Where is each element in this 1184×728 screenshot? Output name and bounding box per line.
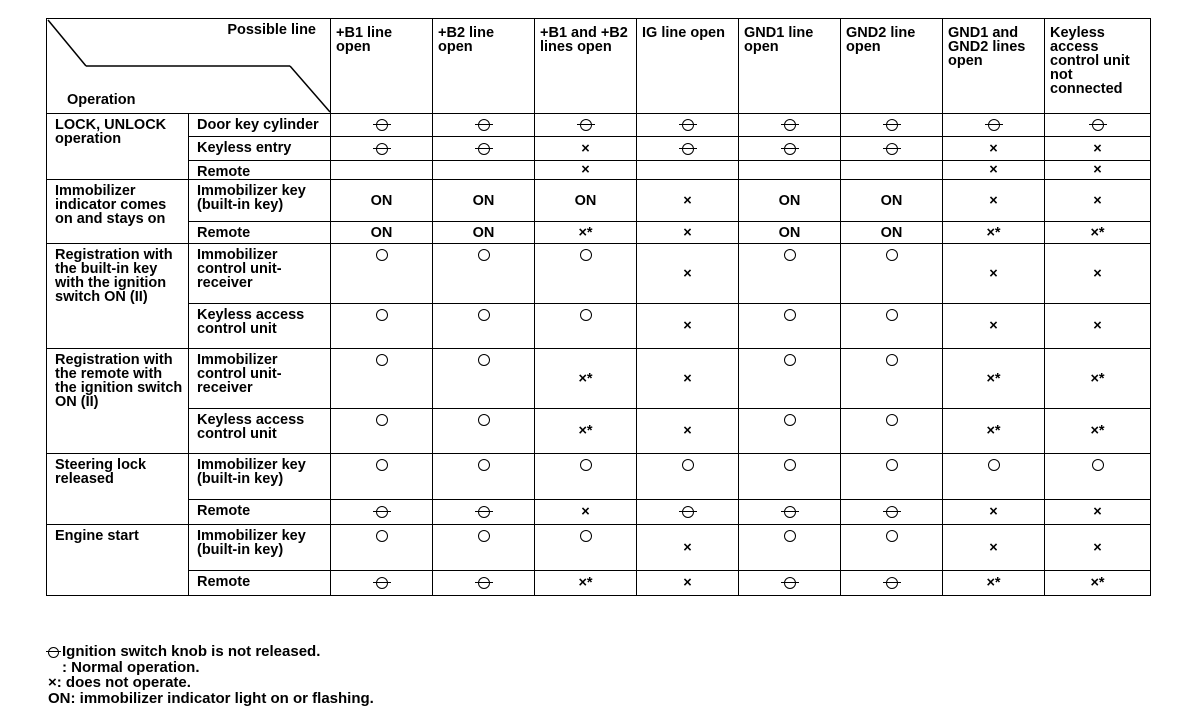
result-cell — [433, 500, 535, 525]
circle-icon — [580, 459, 592, 471]
sub-operation-label: Keyless access control unit — [189, 409, 331, 454]
result-cell — [535, 525, 637, 571]
circle-with-bar-icon — [682, 143, 694, 155]
result-cell — [841, 500, 943, 525]
circle-icon — [580, 309, 592, 321]
table-row — [47, 304, 1151, 349]
legend — [48, 644, 374, 706]
circle-with-bar-icon — [784, 143, 796, 155]
circle-with-bar-icon — [784, 577, 796, 589]
operation-group-label: Registration with the remote with the ignition switch ON (II) — [47, 349, 189, 454]
result-cell — [841, 304, 943, 349]
header-row — [47, 19, 1151, 114]
circle-with-bar-icon — [682, 506, 694, 518]
circle-with-bar-icon — [682, 119, 694, 131]
result-cell — [331, 349, 433, 409]
result-cell — [1045, 454, 1151, 500]
circle-with-bar-icon — [886, 506, 898, 518]
circle-with-bar-icon — [478, 143, 490, 155]
result-cell — [331, 409, 433, 454]
result-cell — [1045, 161, 1151, 180]
result-cell — [739, 244, 841, 304]
result-symbol: × — [581, 140, 590, 157]
col-header: Keyless access control unit not connected — [1045, 19, 1151, 114]
circle-icon — [784, 354, 796, 366]
circle-with-bar-icon — [784, 506, 796, 518]
circle-icon — [478, 249, 490, 261]
sub-operation-label: Remote — [189, 500, 331, 525]
table-row — [47, 180, 1151, 222]
result-cell — [841, 161, 943, 180]
circle-with-bar-icon — [988, 119, 1000, 131]
operation-group-label: Steering lock released — [47, 454, 189, 525]
operation-group-label: LOCK, UNLOCK operation — [47, 114, 189, 180]
result-cell — [841, 222, 943, 244]
result-cell — [535, 349, 637, 409]
legend-line-on: ON: immobilizer indicator light on or flashing. — [48, 689, 374, 707]
result-cell — [1045, 571, 1151, 596]
result-cell — [943, 409, 1045, 454]
result-cell — [433, 114, 535, 137]
result-symbol: ×* — [1090, 370, 1105, 387]
result-cell — [637, 571, 739, 596]
result-cell — [943, 180, 1045, 222]
result-cell — [1045, 349, 1151, 409]
circle-icon — [886, 354, 898, 366]
result-cell — [637, 525, 739, 571]
operation-group-label: Registration with the built-in key with the ignition switch ON (II) — [47, 244, 189, 349]
result-symbol: ×* — [1090, 224, 1105, 241]
table-row — [47, 571, 1151, 596]
result-value: ON — [574, 192, 597, 209]
result-symbol: × — [683, 575, 692, 591]
table-row — [47, 525, 1151, 571]
col-header: GND2 line open — [841, 19, 943, 114]
operation-group-label: Engine start — [47, 525, 189, 596]
result-cell — [1045, 244, 1151, 304]
table-row — [47, 454, 1151, 500]
circle-with-bar-icon — [48, 647, 59, 658]
result-cell — [739, 500, 841, 525]
circle-icon — [478, 309, 490, 321]
sub-operation-label: Immobilizer key (built-in key) — [189, 525, 331, 571]
circle-icon — [784, 459, 796, 471]
result-cell — [739, 571, 841, 596]
result-cell — [433, 244, 535, 304]
result-symbol: × — [989, 192, 998, 209]
result-cell — [739, 114, 841, 137]
result-value: ON — [370, 224, 393, 241]
result-cell — [331, 114, 433, 137]
result-cell — [331, 500, 433, 525]
result-value: ON — [778, 192, 801, 209]
circle-with-bar-icon — [376, 143, 388, 155]
result-symbol: × — [683, 265, 692, 282]
result-symbol: ×* — [578, 575, 593, 591]
result-cell — [637, 454, 739, 500]
result-cell — [739, 349, 841, 409]
sub-operation-label: Door key cylinder — [189, 114, 331, 137]
result-value: ON — [472, 192, 495, 209]
circle-icon — [886, 249, 898, 261]
result-cell — [433, 222, 535, 244]
circle-with-bar-icon — [886, 143, 898, 155]
circle-icon — [886, 309, 898, 321]
result-symbol: × — [683, 423, 692, 439]
circle-icon — [886, 459, 898, 471]
col-header: IG line open — [637, 19, 739, 114]
result-cell — [535, 500, 637, 525]
result-symbol: ×* — [578, 423, 593, 439]
result-symbol: × — [989, 504, 998, 520]
result-cell — [1045, 180, 1151, 222]
legend-line-normal: : Normal operation. — [62, 658, 200, 676]
result-cell — [739, 525, 841, 571]
result-symbol: × — [683, 539, 692, 556]
result-cell — [943, 304, 1045, 349]
result-cell — [943, 161, 1045, 180]
sub-operation-label: Keyless entry — [189, 137, 331, 161]
result-symbol: × — [683, 192, 692, 209]
result-cell — [535, 304, 637, 349]
result-value: ON — [370, 192, 393, 209]
result-cell — [535, 244, 637, 304]
result-symbol: ×* — [1090, 423, 1105, 439]
result-cell — [535, 137, 637, 161]
circle-icon — [478, 459, 490, 471]
result-cell — [331, 454, 433, 500]
result-cell — [331, 571, 433, 596]
result-cell — [1045, 500, 1151, 525]
circle-with-bar-icon — [376, 119, 388, 131]
col-header: +B1 line open — [331, 19, 433, 114]
circle-icon — [784, 414, 796, 426]
result-cell — [331, 180, 433, 222]
result-cell — [841, 525, 943, 571]
sub-operation-label: Immobilizer control unit-receiver — [189, 349, 331, 409]
result-cell — [1045, 114, 1151, 137]
circle-icon — [580, 249, 592, 261]
result-cell — [331, 222, 433, 244]
result-symbol: × — [581, 162, 590, 178]
result-cell — [943, 500, 1045, 525]
circle-with-bar-icon — [886, 119, 898, 131]
result-symbol: × — [1093, 192, 1102, 209]
table-row — [47, 500, 1151, 525]
sub-operation-label: Remote — [189, 222, 331, 244]
result-symbol: × — [989, 162, 998, 178]
result-symbol: × — [989, 140, 998, 157]
result-symbol: ×* — [1090, 575, 1105, 591]
result-cell — [433, 161, 535, 180]
result-symbol: × — [989, 539, 998, 556]
table-row — [47, 114, 1151, 137]
circle-icon — [886, 530, 898, 542]
result-cell — [1045, 409, 1151, 454]
result-cell — [331, 304, 433, 349]
result-cell — [637, 304, 739, 349]
result-cell — [943, 114, 1045, 137]
result-cell — [637, 349, 739, 409]
result-value: ON — [778, 224, 801, 241]
result-cell — [1045, 304, 1151, 349]
col-header: +B1 and +B2 lines open — [535, 19, 637, 114]
result-cell — [739, 222, 841, 244]
sub-operation-label: Immobilizer key (built-in key) — [189, 454, 331, 500]
result-cell — [433, 454, 535, 500]
result-cell — [433, 525, 535, 571]
circle-icon — [478, 530, 490, 542]
result-cell — [433, 304, 535, 349]
result-symbol: × — [989, 318, 998, 334]
circle-with-bar-icon — [478, 577, 490, 589]
result-symbol: × — [1093, 539, 1102, 556]
result-cell — [331, 161, 433, 180]
result-symbol: × — [581, 504, 590, 520]
result-cell — [637, 500, 739, 525]
result-cell — [739, 304, 841, 349]
result-cell — [1045, 222, 1151, 244]
circle-icon — [784, 249, 796, 261]
result-symbol: × — [683, 370, 692, 387]
circle-icon — [376, 530, 388, 542]
table-row — [47, 137, 1151, 161]
circle-icon — [988, 459, 1000, 471]
result-cell — [535, 222, 637, 244]
circle-with-bar-icon — [886, 577, 898, 589]
result-cell — [637, 244, 739, 304]
result-cell — [841, 349, 943, 409]
operation-group-label: Immobilizer indicator comes on and stays on — [47, 180, 189, 244]
result-cell — [943, 244, 1045, 304]
circle-icon — [478, 354, 490, 366]
result-cell — [943, 222, 1045, 244]
result-cell — [841, 571, 943, 596]
circle-icon — [682, 459, 694, 471]
sub-operation-label: Immobilizer key (built-in key) — [189, 180, 331, 222]
circle-icon — [784, 530, 796, 542]
sub-operation-label: Keyless access control unit — [189, 304, 331, 349]
result-cell — [739, 409, 841, 454]
col-header: GND1 and GND2 lines open — [943, 19, 1045, 114]
result-cell — [1045, 525, 1151, 571]
result-symbol: × — [1093, 504, 1102, 520]
table-row — [47, 244, 1151, 304]
result-symbol: × — [1093, 318, 1102, 334]
result-cell — [1045, 137, 1151, 161]
operation-matrix-table — [46, 18, 1151, 596]
result-cell — [841, 180, 943, 222]
circle-with-bar-icon — [1092, 119, 1104, 131]
result-symbol: ×* — [986, 423, 1001, 439]
result-cell — [943, 525, 1045, 571]
circle-icon — [376, 249, 388, 261]
circle-with-bar-icon — [376, 577, 388, 589]
result-cell — [841, 409, 943, 454]
circle-icon — [376, 354, 388, 366]
col-header: GND1 line open — [739, 19, 841, 114]
circle-icon — [376, 459, 388, 471]
result-cell — [841, 244, 943, 304]
operation-label: Operation — [67, 92, 136, 108]
result-value: ON — [472, 224, 495, 241]
possible-line-label: Possible line — [227, 22, 316, 38]
result-symbol: × — [1093, 265, 1102, 282]
circle-icon — [886, 414, 898, 426]
result-cell — [331, 244, 433, 304]
circle-icon — [376, 309, 388, 321]
circle-with-bar-icon — [478, 506, 490, 518]
result-cell — [739, 137, 841, 161]
result-cell — [841, 137, 943, 161]
circle-icon — [580, 530, 592, 542]
result-symbol: × — [683, 224, 692, 241]
result-cell — [331, 137, 433, 161]
result-cell — [433, 180, 535, 222]
result-cell — [535, 180, 637, 222]
corner-header-cell — [47, 19, 331, 114]
circle-with-bar-icon — [784, 119, 796, 131]
result-cell — [433, 409, 535, 454]
result-value: ON — [880, 224, 903, 241]
result-cell — [331, 525, 433, 571]
sub-operation-label: Immobilizer control unit-receiver — [189, 244, 331, 304]
result-cell — [637, 222, 739, 244]
result-cell — [637, 137, 739, 161]
result-cell — [535, 161, 637, 180]
table-row — [47, 409, 1151, 454]
result-cell — [637, 180, 739, 222]
circle-icon — [1092, 459, 1104, 471]
result-cell — [739, 161, 841, 180]
result-cell — [739, 180, 841, 222]
result-symbol: × — [1093, 162, 1102, 178]
result-cell — [739, 454, 841, 500]
result-cell — [841, 114, 943, 137]
sub-operation-label: Remote — [189, 571, 331, 596]
circle-with-bar-icon — [376, 506, 388, 518]
result-cell — [433, 571, 535, 596]
result-cell — [637, 409, 739, 454]
result-symbol: × — [1093, 140, 1102, 157]
result-cell — [535, 409, 637, 454]
legend-line-knob: Ignition switch knob is not released. — [48, 644, 374, 660]
result-value: ON — [880, 192, 903, 209]
circle-with-bar-icon — [478, 119, 490, 131]
result-cell — [535, 114, 637, 137]
circle-icon — [784, 309, 796, 321]
result-cell — [943, 137, 1045, 161]
circle-with-bar-icon — [580, 119, 592, 131]
sub-operation-label: Remote — [189, 161, 331, 180]
result-cell — [433, 137, 535, 161]
table-row — [47, 161, 1151, 180]
col-header: +B2 line open — [433, 19, 535, 114]
table-row — [47, 222, 1151, 244]
result-symbol: × — [989, 265, 998, 282]
circle-icon — [376, 414, 388, 426]
table-row — [47, 349, 1151, 409]
result-cell — [637, 161, 739, 180]
result-cell — [535, 571, 637, 596]
result-cell — [841, 454, 943, 500]
result-symbol: ×* — [578, 370, 593, 387]
result-cell — [433, 349, 535, 409]
result-symbol: ×* — [986, 370, 1001, 387]
result-symbol: ×* — [578, 224, 593, 241]
result-cell — [637, 114, 739, 137]
result-symbol: × — [683, 318, 692, 334]
circle-icon — [478, 414, 490, 426]
result-symbol: ×* — [986, 575, 1001, 591]
legend-line-not-operate: ×: does not operate. — [48, 674, 191, 691]
result-symbol: ×* — [986, 224, 1001, 241]
result-cell — [535, 454, 637, 500]
result-cell — [943, 454, 1045, 500]
result-cell — [943, 571, 1045, 596]
result-cell — [943, 349, 1045, 409]
